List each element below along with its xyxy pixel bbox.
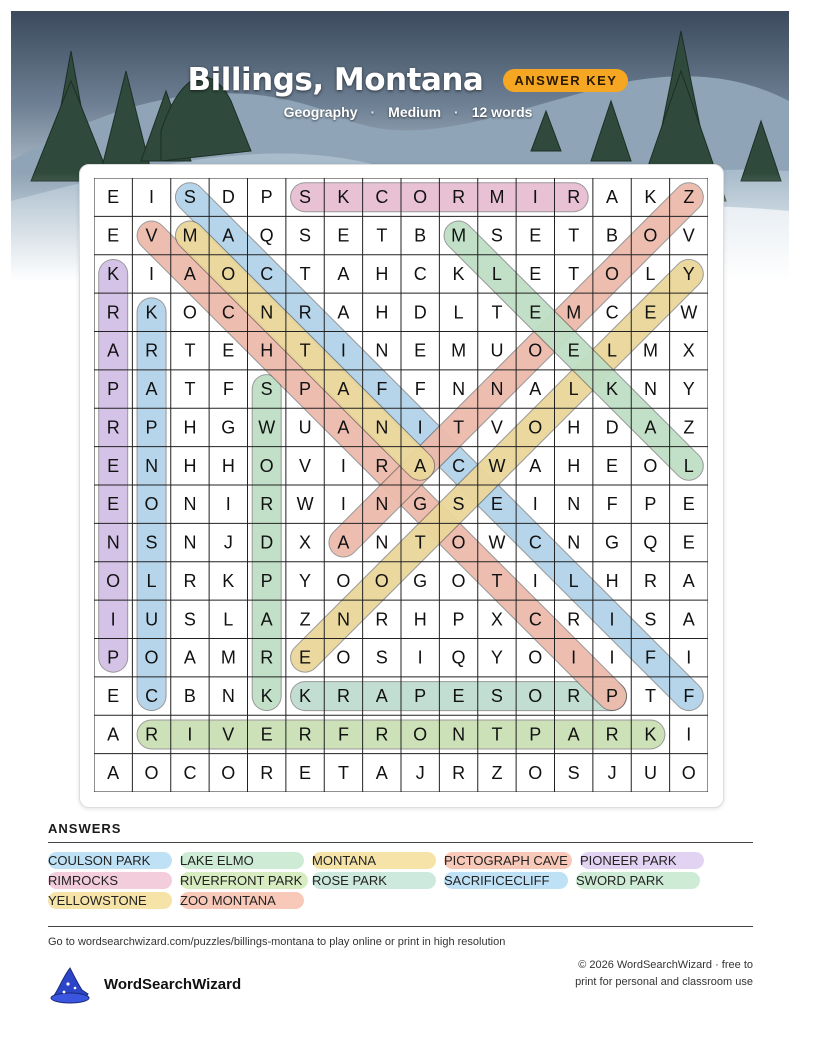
grid-cell[interactable]: I: [187, 724, 193, 745]
grid-cell[interactable]: N: [221, 686, 235, 707]
grid-cell[interactable]: E: [682, 494, 695, 515]
meta-word-count: 12 words: [471, 104, 533, 120]
grid-cell[interactable]: I: [417, 417, 423, 438]
grid-cell[interactable]: T: [414, 532, 426, 553]
grid-cell[interactable]: A: [337, 417, 350, 438]
grid-cell[interactable]: Y: [682, 379, 695, 400]
grid-cell[interactable]: T: [491, 570, 503, 591]
page-title: Billings, Montana: [187, 62, 484, 98]
grid-cell[interactable]: H: [183, 455, 197, 476]
grid-cell[interactable]: A: [337, 532, 350, 553]
grid-cell[interactable]: R: [298, 302, 312, 323]
meta-separator: ·: [370, 104, 376, 120]
grid-cell[interactable]: Z: [491, 762, 503, 783]
grid-cell[interactable]: U: [643, 762, 657, 783]
grid-cell[interactable]: N: [183, 532, 197, 553]
grid-cell[interactable]: T: [299, 263, 311, 284]
grid-cell[interactable]: N: [452, 379, 466, 400]
grid-cell[interactable]: L: [146, 570, 157, 591]
grid-cell[interactable]: Z: [299, 609, 311, 630]
grid-cell[interactable]: H: [605, 570, 619, 591]
grid-cell[interactable]: M: [642, 340, 658, 361]
grid-cell[interactable]: C: [260, 263, 274, 284]
grid-cell[interactable]: K: [145, 302, 158, 323]
grid-cell[interactable]: N: [183, 494, 197, 515]
grid-cell[interactable]: I: [532, 570, 538, 591]
grid-cell[interactable]: Q: [451, 647, 466, 668]
grid-cell[interactable]: A: [222, 225, 235, 246]
grid-cell[interactable]: R: [605, 724, 619, 745]
grid-cell[interactable]: E: [260, 724, 273, 745]
answer-key-badge: ANSWER KEY: [503, 69, 628, 92]
answer-item: PICTOGRAPH CAVE: [444, 852, 572, 869]
grid-cell[interactable]: A: [107, 762, 120, 783]
grid-cell[interactable]: M: [451, 340, 467, 361]
grid-cell[interactable]: O: [528, 340, 543, 361]
grid-cell[interactable]: K: [260, 686, 273, 707]
grid-cell[interactable]: T: [568, 263, 580, 284]
grid-cell[interactable]: E: [299, 762, 312, 783]
grid-cell[interactable]: E: [644, 302, 657, 323]
grid-cell[interactable]: V: [222, 724, 235, 745]
grid-cell[interactable]: F: [376, 379, 388, 400]
grid-cell[interactable]: F: [644, 647, 656, 668]
grid-cell[interactable]: I: [417, 647, 423, 668]
grid-cell[interactable]: C: [605, 302, 619, 323]
title-row: [0, 62, 816, 98]
grid-cell[interactable]: U: [145, 609, 159, 630]
grid-cell[interactable]: H: [375, 302, 389, 323]
grid-cell[interactable]: E: [107, 686, 120, 707]
grid-cell[interactable]: Y: [682, 263, 695, 284]
grid-cell[interactable]: F: [606, 494, 618, 515]
grid-cell[interactable]: O: [182, 302, 197, 323]
grid-cell[interactable]: N: [375, 532, 389, 553]
answer-item: SACRIFICECLIFF: [444, 872, 568, 889]
grid-cell[interactable]: A: [682, 570, 695, 591]
grid-cell[interactable]: T: [491, 724, 503, 745]
answer-item: SWORD PARK: [576, 872, 700, 889]
grid-cell[interactable]: L: [223, 609, 234, 630]
grid-cell[interactable]: O: [336, 570, 351, 591]
grid-cell[interactable]: O: [221, 762, 236, 783]
grid-cell[interactable]: G: [605, 532, 620, 553]
grid-cell[interactable]: R: [183, 570, 197, 591]
grid-cell[interactable]: O: [413, 187, 428, 208]
grid-cell[interactable]: S: [490, 225, 503, 246]
grid-cell[interactable]: R: [452, 762, 466, 783]
grid-cell[interactable]: U: [490, 340, 504, 361]
grid-cell[interactable]: B: [414, 225, 427, 246]
meta-separator: ·: [454, 104, 459, 120]
grid-cell[interactable]: O: [259, 455, 274, 476]
brand[interactable]: [48, 964, 241, 1004]
grid-cell[interactable]: P: [644, 494, 657, 515]
answer-item: RIVERFRONT PARK: [180, 872, 308, 889]
grid-cell[interactable]: A: [183, 263, 196, 284]
grid-cell[interactable]: N: [106, 532, 120, 553]
answers-heading: ANSWERS: [48, 821, 122, 836]
grid-cell[interactable]: R: [375, 455, 389, 476]
grid-cell[interactable]: G: [221, 417, 236, 438]
grid-cell[interactable]: B: [183, 686, 196, 707]
grid-cell[interactable]: L: [453, 302, 464, 323]
grid-cell[interactable]: A: [529, 379, 542, 400]
grid-cell[interactable]: O: [528, 417, 543, 438]
grid-cell[interactable]: A: [567, 724, 580, 745]
grid-cell[interactable]: E: [222, 340, 235, 361]
grid-cell[interactable]: P: [414, 686, 427, 707]
grid-cell[interactable]: Y: [299, 570, 312, 591]
answer-item: LAKE ELMO: [180, 852, 304, 869]
grid-cell[interactable]: E: [529, 225, 542, 246]
grid-cell[interactable]: I: [149, 187, 155, 208]
grid-cell[interactable]: P: [107, 647, 120, 668]
grid-cell[interactable]: N: [260, 302, 274, 323]
grid-cell[interactable]: L: [683, 455, 694, 476]
grid-cell[interactable]: D: [260, 532, 274, 553]
grid-cell[interactable]: O: [643, 455, 658, 476]
grid-cell[interactable]: N: [375, 340, 389, 361]
grid-cell[interactable]: R: [643, 570, 657, 591]
grid-cell[interactable]: R: [260, 647, 274, 668]
grid-cell[interactable]: G: [413, 570, 428, 591]
grid-cell[interactable]: P: [529, 724, 542, 745]
grid-cell[interactable]: V: [299, 455, 312, 476]
grid-cell[interactable]: S: [183, 187, 196, 208]
grid-cell[interactable]: C: [221, 302, 235, 323]
grid-cell[interactable]: N: [375, 417, 389, 438]
grid-cell[interactable]: L: [568, 570, 579, 591]
grid-cell[interactable]: P: [145, 417, 158, 438]
grid-cell[interactable]: M: [489, 187, 505, 208]
divider: [48, 926, 753, 927]
grid-cell[interactable]: R: [145, 340, 159, 361]
grid-cell[interactable]: I: [225, 494, 231, 515]
grid-cell[interactable]: K: [644, 187, 657, 208]
brand-name: WordSearchWizard: [104, 975, 242, 993]
grid-cell[interactable]: R: [452, 187, 466, 208]
grid-cell[interactable]: S: [299, 225, 312, 246]
grid-cell[interactable]: Y: [490, 647, 503, 668]
grid-cell[interactable]: N: [145, 455, 159, 476]
grid-cell[interactable]: N: [452, 724, 466, 745]
grid-cell[interactable]: P: [260, 187, 273, 208]
grid-cell[interactable]: X: [682, 340, 695, 361]
grid-cell[interactable]: E: [452, 686, 465, 707]
grid-cell[interactable]: O: [413, 724, 428, 745]
grid-cell[interactable]: A: [375, 762, 388, 783]
grid-cell[interactable]: R: [106, 417, 120, 438]
answer-item: ROSE PARK: [312, 872, 436, 889]
grid-cell[interactable]: I: [149, 263, 155, 284]
grid-cell[interactable]: O: [221, 263, 236, 284]
grid-cell[interactable]: W: [296, 494, 314, 515]
grid-cell[interactable]: K: [222, 570, 235, 591]
grid-cell[interactable]: C: [375, 187, 389, 208]
grid-cell[interactable]: R: [567, 187, 581, 208]
grid-cell[interactable]: P: [606, 686, 619, 707]
grid-cell[interactable]: J: [223, 532, 233, 553]
grid-cell[interactable]: O: [528, 762, 543, 783]
grid-cell[interactable]: C: [145, 686, 159, 707]
grid-cell[interactable]: K: [299, 686, 312, 707]
grid-cell[interactable]: T: [644, 686, 656, 707]
grid-cell[interactable]: D: [221, 187, 235, 208]
grid-cell[interactable]: R: [567, 686, 581, 707]
grid-cell[interactable]: I: [340, 455, 346, 476]
grid-cell[interactable]: E: [107, 225, 120, 246]
grid-cell[interactable]: R: [260, 494, 274, 515]
grid-cell[interactable]: P: [452, 609, 465, 630]
grid-cell[interactable]: I: [571, 647, 577, 668]
grid-cell[interactable]: H: [221, 455, 235, 476]
grid-cell[interactable]: S: [260, 379, 273, 400]
grid-cell[interactable]: O: [681, 762, 696, 783]
grid-cell[interactable]: A: [682, 609, 695, 630]
grid-cell[interactable]: O: [144, 762, 159, 783]
grid-cell[interactable]: L: [568, 379, 579, 400]
grid-cell[interactable]: K: [337, 187, 350, 208]
grid-cell[interactable]: O: [374, 570, 389, 591]
grid-cell[interactable]: N: [490, 379, 504, 400]
grid-cell[interactable]: S: [644, 609, 657, 630]
puzzle-meta: [0, 104, 816, 120]
grid-cell[interactable]: V: [682, 225, 695, 246]
grid-cell[interactable]: V: [145, 225, 158, 246]
answer-item: MONTANA: [312, 852, 436, 869]
grid-cell[interactable]: T: [568, 225, 580, 246]
grid-cell[interactable]: A: [337, 263, 350, 284]
grid-cell[interactable]: A: [145, 379, 158, 400]
grid-cell[interactable]: B: [606, 225, 619, 246]
grid-cell[interactable]: S: [567, 762, 580, 783]
grid-cell[interactable]: Q: [643, 532, 658, 553]
grid-cell[interactable]: M: [451, 225, 467, 246]
grid-cell[interactable]: R: [298, 724, 312, 745]
answer-item: PIONEER PARK: [580, 852, 704, 869]
grid-cell[interactable]: A: [337, 302, 350, 323]
grid-cell[interactable]: W: [258, 417, 276, 438]
answer-item: RIMROCKS: [48, 872, 172, 889]
grid-cell[interactable]: R: [375, 724, 389, 745]
grid-cell[interactable]: T: [376, 225, 388, 246]
grid-cell[interactable]: D: [605, 417, 619, 438]
grid-cell[interactable]: J: [607, 762, 617, 783]
grid-cell[interactable]: W: [680, 302, 698, 323]
answer-item: COULSON PARK: [48, 852, 172, 869]
grid-cell[interactable]: E: [490, 494, 503, 515]
grid-cell[interactable]: E: [299, 647, 312, 668]
grid-cell[interactable]: O: [528, 686, 543, 707]
grid-cell[interactable]: N: [336, 609, 350, 630]
grid-cell[interactable]: H: [413, 609, 427, 630]
grid-cell[interactable]: E: [606, 455, 619, 476]
grid-cell[interactable]: R: [567, 609, 581, 630]
grid-cell[interactable]: H: [375, 263, 389, 284]
grid-cell[interactable]: H: [567, 455, 581, 476]
grid-cell[interactable]: R: [375, 609, 389, 630]
grid-cell[interactable]: C: [528, 532, 542, 553]
grid-cell[interactable]: O: [605, 263, 620, 284]
grid-cell[interactable]: L: [607, 340, 618, 361]
copyright: © 2026 WordSearchWizard · free to print for personal and classroom use: [575, 959, 753, 988]
grid-cell[interactable]: Z: [683, 417, 695, 438]
grid-cell[interactable]: I: [532, 494, 538, 515]
grid-cell[interactable]: Q: [259, 225, 274, 246]
grid-cell[interactable]: N: [375, 494, 389, 515]
grid-cell[interactable]: S: [452, 494, 465, 515]
grid-cell[interactable]: I: [686, 724, 692, 745]
grid-cell[interactable]: V: [490, 417, 503, 438]
grid-cell[interactable]: N: [567, 532, 581, 553]
grid-cell[interactable]: I: [110, 609, 116, 630]
grid-cell[interactable]: I: [609, 647, 615, 668]
answer-item: ZOO MONTANA: [180, 892, 304, 909]
grid-cell[interactable]: E: [529, 302, 542, 323]
grid-cell[interactable]: F: [222, 379, 234, 400]
grid-cell[interactable]: E: [529, 263, 542, 284]
grid-cell[interactable]: A: [183, 647, 196, 668]
grid-cell[interactable]: I: [340, 340, 346, 361]
footer-link[interactable]: Go to wordsearchwizard.com/puzzles/billings-montana to play online or print in high resolution: [48, 936, 506, 948]
grid-cell[interactable]: U: [298, 417, 312, 438]
grid-cell[interactable]: A: [375, 686, 388, 707]
grid-cell[interactable]: E: [107, 187, 120, 208]
grid-cell[interactable]: T: [337, 762, 349, 783]
grid-cell[interactable]: E: [567, 340, 580, 361]
grid-cell[interactable]: A: [107, 340, 120, 361]
grid-cell[interactable]: T: [299, 340, 311, 361]
grid-cell[interactable]: H: [567, 417, 581, 438]
grid-cell[interactable]: A: [529, 455, 542, 476]
grid-cell[interactable]: I: [532, 187, 538, 208]
grid-cell[interactable]: T: [184, 379, 196, 400]
grid-cell[interactable]: C: [413, 263, 427, 284]
grid-cell[interactable]: F: [337, 724, 349, 745]
grid-cell[interactable]: N: [567, 494, 581, 515]
grid-cell[interactable]: O: [144, 494, 159, 515]
grid-cell[interactable]: S: [145, 532, 158, 553]
grid-cell[interactable]: S: [490, 686, 503, 707]
grid-canvas[interactable]: [94, 178, 708, 792]
grid-cell[interactable]: A: [337, 379, 350, 400]
grid-cell[interactable]: Z: [683, 187, 695, 208]
grid-cell[interactable]: H: [260, 340, 274, 361]
grid-cell[interactable]: T: [184, 340, 196, 361]
grid-cell[interactable]: I: [686, 647, 692, 668]
grid-cell[interactable]: E: [414, 340, 427, 361]
grid-cell[interactable]: C: [528, 609, 542, 630]
grid-cell[interactable]: O: [451, 570, 466, 591]
grid-cell[interactable]: M: [566, 302, 582, 323]
grid-cell[interactable]: O: [144, 647, 159, 668]
grid-cell[interactable]: N: [643, 379, 657, 400]
grid-cell[interactable]: C: [183, 762, 197, 783]
meta-category: Geography: [283, 104, 358, 120]
grid-cell[interactable]: A: [107, 724, 120, 745]
grid-cell[interactable]: A: [644, 417, 657, 438]
grid-cell[interactable]: T: [453, 417, 465, 438]
grid-cell[interactable]: J: [415, 762, 425, 783]
divider: [48, 842, 753, 843]
grid-cell[interactable]: W: [488, 532, 506, 553]
grid-cell[interactable]: F: [414, 379, 426, 400]
grid-cell[interactable]: R: [106, 302, 120, 323]
grid-cell[interactable]: M: [182, 225, 198, 246]
grid-cell[interactable]: O: [643, 225, 658, 246]
grid-cell[interactable]: I: [340, 494, 346, 515]
grid-cell[interactable]: P: [107, 379, 120, 400]
grid-cell[interactable]: S: [299, 187, 312, 208]
grid-cell[interactable]: O: [528, 647, 543, 668]
grid-cell[interactable]: A: [260, 609, 273, 630]
grid-cell[interactable]: X: [299, 532, 312, 553]
grid-cell[interactable]: E: [107, 455, 120, 476]
grid-cell[interactable]: G: [413, 494, 428, 515]
grid-cell[interactable]: D: [413, 302, 427, 323]
grid-cell[interactable]: R: [145, 724, 159, 745]
grid-cell[interactable]: R: [336, 686, 350, 707]
grid-cell[interactable]: F: [683, 686, 695, 707]
grid-cell[interactable]: E: [337, 225, 350, 246]
grid-cell[interactable]: C: [452, 455, 466, 476]
grid-cell[interactable]: K: [107, 263, 120, 284]
word-grid[interactable]: [94, 178, 708, 792]
grid-cell[interactable]: P: [299, 379, 312, 400]
grid-cell[interactable]: K: [452, 263, 465, 284]
grid-cell[interactable]: P: [260, 570, 273, 591]
grid-cell[interactable]: T: [491, 302, 503, 323]
grid-cell[interactable]: A: [606, 187, 619, 208]
grid-cell[interactable]: S: [183, 609, 196, 630]
grid-cell[interactable]: E: [682, 532, 695, 553]
grid-cell[interactable]: R: [260, 762, 274, 783]
meta-difficulty: Medium: [388, 104, 442, 120]
grid-cell[interactable]: O: [106, 570, 121, 591]
grid-cell[interactable]: O: [336, 647, 351, 668]
grid-cell[interactable]: I: [609, 609, 615, 630]
grid-cell[interactable]: E: [107, 494, 120, 515]
grid-cell[interactable]: W: [488, 455, 506, 476]
grid-cell[interactable]: K: [606, 379, 619, 400]
grid-cell[interactable]: K: [644, 724, 657, 745]
grid-cell[interactable]: M: [220, 647, 236, 668]
grid-cell[interactable]: L: [491, 263, 502, 284]
grid-cell[interactable]: S: [375, 647, 388, 668]
grid-cell[interactable]: A: [414, 455, 427, 476]
grid-cell[interactable]: O: [451, 532, 466, 553]
answer-item: YELLOWSTONE: [48, 892, 172, 909]
grid-cell[interactable]: L: [645, 263, 656, 284]
grid-cell[interactable]: H: [183, 417, 197, 438]
wizard-hat-icon: [48, 964, 92, 1004]
grid-cell[interactable]: X: [490, 609, 503, 630]
